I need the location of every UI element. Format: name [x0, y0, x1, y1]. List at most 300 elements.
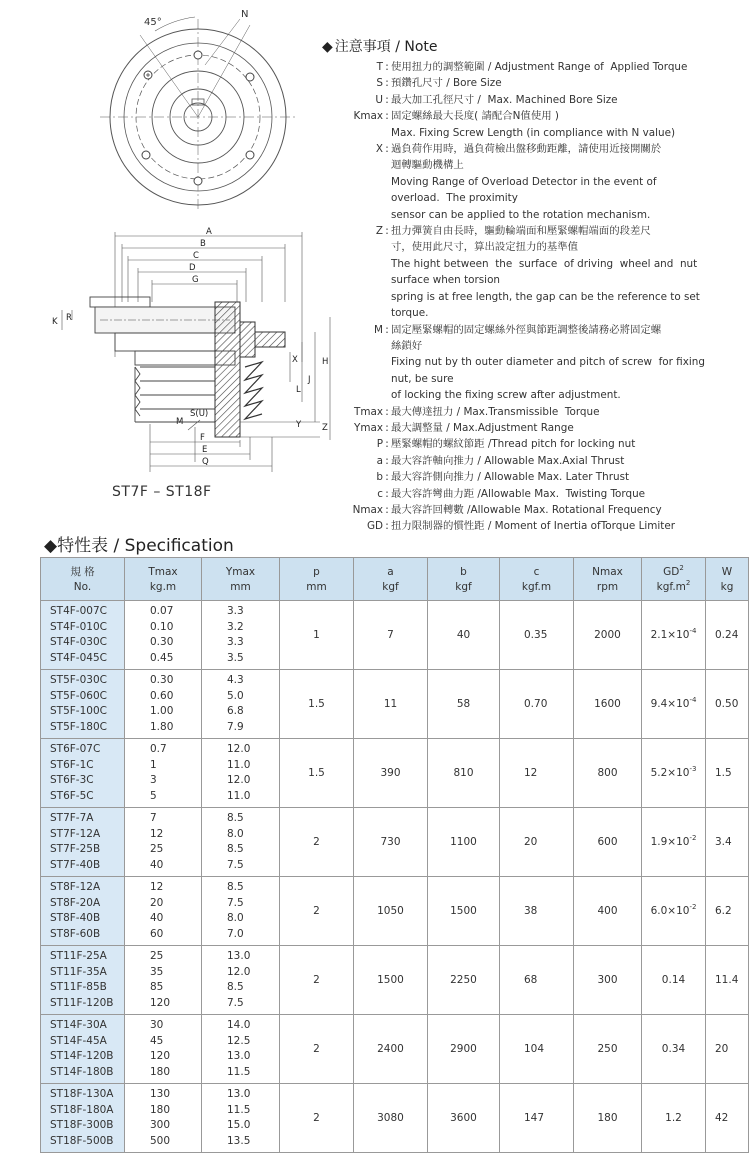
note-separator [383, 157, 391, 173]
angle-label: 45° [144, 17, 162, 28]
ymax-value-value: 8.5 [227, 843, 244, 855]
ymax-value-stack [227, 946, 279, 1014]
tmax-value-stack [150, 1015, 201, 1083]
model-number-value: ST8F-40B [50, 912, 101, 924]
note-text: 最大容許回轉數 /Allowable Max. Rotational Frequency [391, 503, 662, 516]
spec-group-row [41, 1015, 749, 1084]
gd-header-sup: 2 [679, 564, 684, 572]
tmax-value-value: 60 [150, 927, 164, 940]
model-number [41, 1084, 125, 1153]
ymax-value-value: 13.0 [227, 950, 251, 962]
tmax-value-value: 0.30 [150, 674, 174, 686]
c-value: 68 [500, 946, 574, 1015]
note-key: Nmax [352, 503, 383, 516]
dim-q-label: Q [202, 457, 209, 467]
note-text: 壓緊螺帽的螺紋節距 /Thread pitch for locking nut [391, 438, 636, 451]
ymax-value-value: 5.0 [227, 689, 244, 702]
column-header-name: W [721, 566, 733, 578]
spec-group-row [41, 946, 749, 1015]
note-text: 寸，使用此尺寸，算出設定扭力的基準值 [391, 241, 579, 254]
note-key: M [374, 323, 383, 336]
ymax-value-value: 8.0 [227, 912, 244, 924]
note-separator [383, 371, 391, 387]
gd-base: 0.14 [661, 974, 686, 986]
dim-m-label: M [176, 417, 184, 427]
tmax-value [125, 877, 202, 946]
tmax-value-value: 12 [150, 827, 164, 840]
notes-title: 注意事項 / Note [334, 39, 438, 55]
column-header-unit: No. [73, 581, 92, 593]
ymax-value-stack [227, 1084, 279, 1152]
note-key [300, 207, 383, 223]
note-text: 扭力彈簧自由長時，驅動輪端面和壓緊螺帽端面的段差尺 [391, 225, 651, 238]
note-key: X [375, 143, 383, 156]
model-number-value: ST18F-300B [50, 1119, 114, 1131]
note-text: 最大加工孔徑尺寸 / Max. Machined Bore Size [391, 93, 618, 106]
tmax-value-value: 40 [150, 858, 164, 871]
note-key [300, 125, 383, 141]
gd-value [642, 877, 706, 946]
model-number-value: ST4F-045C [50, 651, 107, 664]
model-number-stack [50, 1084, 124, 1152]
w-value: 6.2 [706, 877, 749, 946]
note-row [300, 141, 748, 157]
tmax-value-value: 0.30 [150, 636, 174, 648]
gd-value [642, 1015, 706, 1084]
c-value: 12 [500, 739, 574, 808]
b-value: 1100 [428, 808, 500, 877]
w-value: 1.5 [706, 739, 749, 808]
c-value: 0.35 [500, 601, 574, 670]
p-value: 2 [280, 808, 354, 877]
note-key: Z [375, 225, 383, 238]
b-value: 2250 [428, 946, 500, 1015]
gd-value [642, 670, 706, 739]
note-row [300, 518, 748, 534]
model-number-value: ST14F-45A [50, 1034, 107, 1047]
column-header-name: Nmax [592, 566, 623, 578]
gd-value [642, 739, 706, 808]
model-number [41, 877, 125, 946]
model-number-stack [50, 739, 124, 807]
diamond-bullet-icon: ◆ [322, 39, 333, 55]
model-number-value: ST18F-180A [50, 1103, 114, 1116]
a-value: 1050 [354, 877, 428, 946]
gd-base: 1.9×10 [650, 836, 690, 848]
a-value: 730 [354, 808, 428, 877]
spec-group-row [41, 877, 749, 946]
column-header-name: $GD^2$ [663, 564, 684, 578]
dim-k-label: K [52, 317, 58, 327]
ymax-value-value: 8.5 [227, 881, 244, 893]
note-separator [383, 174, 391, 190]
c-value: 104 [500, 1015, 574, 1084]
gd-exponent: -2 [689, 834, 697, 842]
tmax-value-value: 3 [150, 774, 157, 786]
dim-s-label: S(U) [190, 409, 209, 419]
ymax-value-value: 3.3 [227, 605, 244, 617]
model-number [41, 1015, 125, 1084]
note-text: 最大容許軸向推力 / Allowable Max.Axial Thrust [391, 454, 625, 467]
model-number-stack [50, 601, 124, 669]
p-value: 2 [280, 877, 354, 946]
model-number-value: ST11F-120B [50, 996, 114, 1009]
ymax-value [202, 601, 280, 670]
a-value: 3080 [354, 1084, 428, 1153]
tmax-value-value: 0.7 [150, 743, 167, 755]
model-number-value: ST5F-030C [50, 674, 107, 686]
tmax-value-value: 1.00 [150, 705, 174, 717]
note-text: 最大傳達扭力 / Max.Transmissible Torque [391, 405, 600, 418]
model-number-stack [50, 946, 124, 1014]
nmax-value: 1600 [574, 670, 642, 739]
ymax-value [202, 877, 280, 946]
a-value: 7 [354, 601, 428, 670]
note-separator: : [385, 93, 389, 106]
c-value: 147 [500, 1084, 574, 1153]
note-separator [383, 239, 391, 255]
ymax-value-value: 12.0 [227, 743, 251, 755]
note-separator [383, 125, 391, 141]
model-number-value: ST18F-500B [50, 1134, 114, 1147]
model-number-value: ST14F-180B [50, 1065, 114, 1078]
note-text: spring is at free length, the gap can be the reference to set [391, 290, 700, 303]
note-key: a [376, 454, 383, 467]
model-number-value: ST8F-60B [50, 927, 101, 940]
n-label: N [241, 9, 249, 20]
drawing-caption: ST7F – ST18F [112, 484, 212, 500]
tmax-value-stack [150, 739, 201, 807]
note-row [300, 486, 748, 502]
note-key [300, 289, 383, 305]
note-key: b [376, 471, 383, 484]
tmax-value-value: 0.07 [150, 605, 174, 617]
p-value: 2 [280, 946, 354, 1015]
note-row [300, 108, 748, 124]
tmax-value-stack [150, 670, 201, 738]
model-number-value: ST4F-030C [50, 636, 107, 648]
gd-unit-sup: 2 [685, 579, 691, 587]
note-row [300, 436, 748, 452]
note-key [300, 174, 383, 190]
b-value: 58 [428, 670, 500, 739]
note-separator [383, 305, 391, 321]
ymax-value-value: 13.0 [227, 1050, 251, 1062]
a-value: 390 [354, 739, 428, 808]
note-row [300, 453, 748, 469]
dim-a-label: A [206, 227, 212, 237]
note-key [300, 272, 383, 288]
ymax-value-value: 8.5 [227, 812, 244, 824]
spec-group-row [41, 601, 749, 670]
model-number-value: ST4F-010C [50, 620, 107, 633]
column-header-name: b [460, 566, 467, 578]
column-header [125, 558, 202, 601]
tmax-value-value: 120 [150, 1050, 171, 1062]
nmax-value: 400 [574, 877, 642, 946]
ymax-value-value: 8.5 [227, 981, 244, 993]
note-text: 絲鎖好 [391, 339, 423, 352]
ymax-value-value: 7.5 [227, 858, 244, 871]
column-header [354, 558, 428, 601]
gd-value [642, 946, 706, 1015]
note-text: 過負荷作用時，過負荷檢出盤移動距離，請使用近接開關於 [391, 143, 662, 156]
column-header-unit: kg [720, 581, 734, 593]
note-key: U [375, 93, 383, 106]
ymax-value-value: 11.0 [227, 758, 251, 771]
ymax-value-stack [227, 670, 279, 738]
b-value: 1500 [428, 877, 500, 946]
dim-f-label: F [200, 433, 205, 443]
tmax-value [125, 601, 202, 670]
note-text: torque. [391, 307, 429, 320]
nmax-value: 180 [574, 1084, 642, 1153]
ymax-value-value: 14.0 [227, 1019, 251, 1031]
tmax-value-stack [150, 601, 201, 669]
model-number-value: ST18F-130A [50, 1088, 114, 1100]
note-separator [383, 338, 391, 354]
ymax-value-value: 13.5 [227, 1134, 251, 1147]
ymax-value-value: 7.0 [227, 927, 244, 940]
column-header [280, 558, 354, 601]
ymax-value-value: 7.5 [227, 896, 244, 909]
model-number-value: ST7F-7A [50, 812, 94, 824]
note-key: T [376, 61, 383, 73]
dim-e-label: E [202, 445, 208, 455]
b-value: 3600 [428, 1084, 500, 1153]
notes-list [300, 59, 748, 535]
note-row [300, 190, 748, 206]
gd-value [642, 601, 706, 670]
note-key [300, 305, 383, 321]
note-row [300, 239, 748, 255]
p-value: 2 [280, 1015, 354, 1084]
tmax-value [125, 670, 202, 739]
spec-group-row [41, 1084, 749, 1153]
gd-base: 6.0×10 [650, 905, 690, 917]
note-row [300, 59, 748, 75]
model-number-value: ST7F-12A [50, 827, 101, 840]
column-header-name: a [387, 566, 394, 578]
column-header-name: 規 格 [70, 566, 95, 578]
note-row [300, 125, 748, 141]
note-key [300, 256, 383, 272]
model-number-value: ST6F-1C [50, 758, 94, 771]
note-key: c [377, 487, 383, 500]
note-row [300, 157, 748, 173]
nmax-value: 2000 [574, 601, 642, 670]
p-value: 2 [280, 1084, 354, 1153]
a-value: 2400 [354, 1015, 428, 1084]
model-number [41, 946, 125, 1015]
column-header-unit: kgf.m [521, 581, 552, 593]
column-header [706, 558, 749, 601]
note-row [300, 502, 748, 518]
gd-base: 9.4×10 [650, 698, 690, 710]
note-text: of locking the fixing screw after adjustment. [391, 389, 621, 402]
w-value: 0.24 [706, 601, 749, 670]
note-key: Tmax [354, 405, 383, 418]
note-key: Kmax [353, 110, 383, 123]
note-text: 固定螺絲最大長度( 請配合N值使用 ) [391, 110, 559, 123]
ymax-value [202, 739, 280, 808]
spec-group-row [41, 670, 749, 739]
note-separator: : [385, 110, 389, 123]
dim-d-label: D [189, 263, 196, 273]
tmax-value-value: 45 [150, 1034, 164, 1047]
note-separator [383, 190, 391, 206]
ymax-value-stack [227, 1015, 279, 1083]
tmax-value [125, 946, 202, 1015]
note-text: The hight between the surface of driving wheel and nut [391, 257, 698, 270]
ymax-value [202, 946, 280, 1015]
ymax-value-stack [227, 808, 279, 876]
column-header [202, 558, 280, 601]
c-value: 20 [500, 808, 574, 877]
spec-header-row [41, 558, 749, 601]
note-separator [383, 256, 391, 272]
model-number-stack [50, 1015, 124, 1083]
spec-title: 特性表 / Specification [57, 536, 234, 556]
note-row [300, 338, 748, 354]
note-text: Moving Range of Overload Detector in the event of [391, 175, 657, 188]
ymax-value-value: 7.5 [227, 996, 244, 1009]
tmax-value-stack [150, 808, 201, 876]
ymax-value [202, 1084, 280, 1153]
model-number-value: ST11F-85B [50, 981, 107, 993]
spec-body [41, 601, 749, 1153]
note-row [300, 469, 748, 485]
note-separator: : [385, 61, 389, 73]
w-value: 11.4 [706, 946, 749, 1015]
dim-x-label: X [292, 355, 298, 365]
dim-z-label: Z [322, 423, 328, 433]
tmax-value-value: 25 [150, 843, 164, 855]
gd-base: 0.34 [661, 1043, 686, 1055]
model-number-value: ST8F-12A [50, 881, 101, 893]
note-separator: : [385, 471, 389, 484]
p-value: 1 [280, 601, 354, 670]
ymax-value-value: 6.8 [227, 705, 244, 717]
model-number [41, 808, 125, 877]
note-row [300, 420, 748, 436]
tmax-value-value: 30 [150, 1019, 164, 1031]
ymax-value-stack [227, 877, 279, 945]
p-value: 1.5 [280, 670, 354, 739]
ymax-value [202, 670, 280, 739]
dim-b-label: B [200, 239, 206, 249]
column-header [428, 558, 500, 601]
gd-exponent: -2 [689, 903, 697, 911]
note-separator: : [385, 143, 389, 156]
tmax-value-value: 7 [150, 812, 157, 824]
b-value: 40 [428, 601, 500, 670]
ymax-value-value: 3.2 [227, 620, 244, 633]
tmax-value [125, 1015, 202, 1084]
ymax-value-value: 3.3 [227, 636, 244, 648]
dim-l-label: L [296, 385, 301, 395]
diamond-bullet-icon: ◆ [44, 536, 58, 556]
ymax-value-value: 11.5 [227, 1065, 251, 1078]
gd-base: 1.2 [665, 1112, 682, 1124]
dim-c-label: C [193, 251, 199, 261]
note-row [300, 207, 748, 223]
nmax-value: 300 [574, 946, 642, 1015]
note-row [300, 289, 748, 305]
spec-group-row [41, 739, 749, 808]
ymax-value-value: 8.0 [227, 827, 244, 840]
ymax-value-value: 7.9 [227, 720, 244, 733]
note-row [300, 174, 748, 190]
note-key [300, 354, 383, 370]
note-key [300, 190, 383, 206]
note-row [300, 322, 748, 338]
tmax-value [125, 739, 202, 808]
column-header [41, 558, 125, 601]
ymax-value-value: 12.0 [227, 965, 251, 978]
model-number-value: ST6F-07C [50, 743, 101, 755]
spring [245, 362, 262, 419]
w-value: 42 [706, 1084, 749, 1153]
a-value: 11 [354, 670, 428, 739]
tmax-value [125, 808, 202, 877]
ymax-value-value: 13.0 [227, 1088, 251, 1100]
note-key [300, 371, 383, 387]
note-row [300, 272, 748, 288]
ymax-value-value: 3.5 [227, 651, 244, 664]
tmax-value-value: 0.60 [150, 689, 174, 702]
tmax-value-stack [150, 946, 201, 1014]
note-text: sensor can be applied to the rotation mechanism. [391, 208, 651, 221]
model-number [41, 601, 125, 670]
gd-base: 2.1×10 [650, 629, 690, 641]
model-number-value: ST6F-5C [50, 789, 94, 802]
ymax-value-value: 11.0 [227, 789, 251, 802]
tmax-value-value: 85 [150, 981, 164, 993]
note-text: Fixing nut by th outer diameter and pitch of screw for fixing [391, 356, 705, 369]
tmax-value-value: 25 [150, 950, 164, 962]
column-header-name: c [533, 566, 540, 578]
note-separator: : [385, 405, 389, 418]
tmax-value [125, 1084, 202, 1153]
model-number-value: ST4F-007C [50, 605, 107, 617]
column-header-unit: kg.m [149, 581, 177, 593]
column-header [500, 558, 574, 601]
column-header [574, 558, 642, 601]
gd-exponent: -3 [689, 765, 697, 773]
note-text: nut, be sure [391, 372, 454, 385]
p-value: 1.5 [280, 739, 354, 808]
note-key [300, 157, 383, 173]
c-value: 0.70 [500, 670, 574, 739]
b-value: 2900 [428, 1015, 500, 1084]
note-separator [383, 272, 391, 288]
note-text: 預鑽孔尺寸 / Bore Size [391, 77, 502, 90]
dim-y-label: Y [296, 420, 302, 430]
model-number-value: ST8F-20A [50, 896, 101, 909]
note-text: surface when torsion [391, 274, 501, 287]
note-row [300, 387, 748, 403]
gd-exponent: -4 [689, 627, 697, 635]
column-header-unit: kgf [382, 581, 399, 593]
column-header [642, 558, 706, 601]
note-separator: : [385, 454, 389, 467]
note-row [300, 404, 748, 420]
dim-h-label: H [322, 357, 329, 367]
note-separator: : [385, 503, 389, 516]
tmax-value-value: 20 [150, 896, 164, 909]
note-text: 固定壓緊螺帽的固定螺絲外徑與節距調整後請務必將固定螺 [391, 323, 662, 336]
